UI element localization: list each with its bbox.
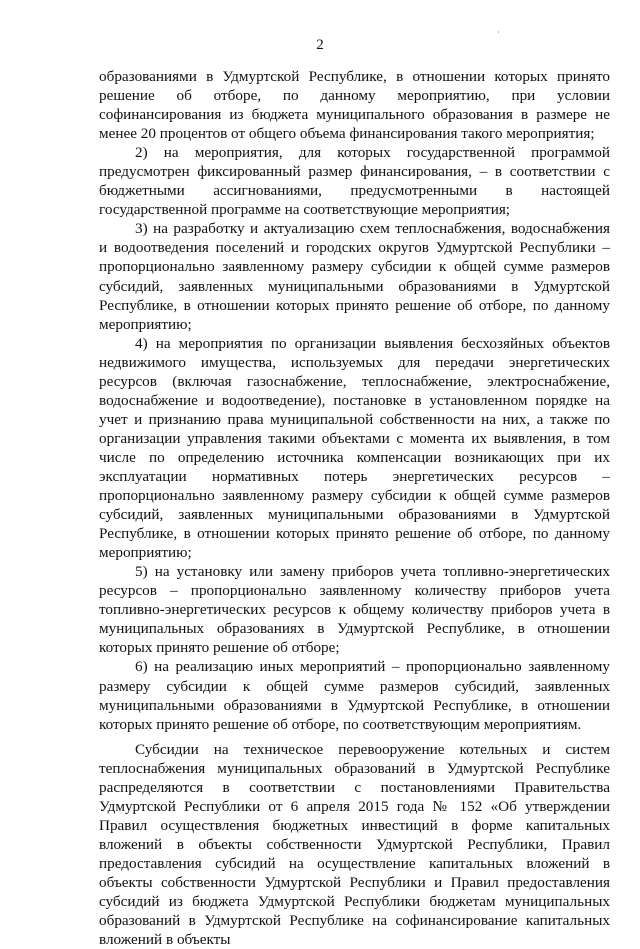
paragraph-continuation: образованиями в Удмуртской Республике, в отношении которых принято решение об отборе, по данному мероприятию, при условии софинансирования из бюджета муниципального образования в размере не менее 20 процентов от общего объема финансирования такого мероприятия; (99, 68, 610, 143)
paragraph-item-2: 2) на мероприятия, для которых государственной программой предусмотрен фиксированный размер финансирования, – в соответствии с бюджетными ассигнованиями, предусмотренными в настоящей государственной программе на соответствующие мероприятия; (99, 144, 610, 219)
paragraph-item-4: 4) на мероприятия по организации выявления бесхозяйных объектов недвижимого имущества, используемых для передачи энергетических ресурсов (включая газоснабжение, теплоснабжение, электроснабжение, водоснабжение и водоотведение), постановке в установленном порядке на учет и признанию права муниципальной собственности на них, а также по организации управления такими объектами с момента их выявления, в том числе по определению источника компенсации возникающих при их эксплуатации нормативных потерь энергетических ресурсов – пропорционально заявленному размеру субсидии к общей сумме размеров субсидий, заявленных муниципальными образованиями в Удмуртской Республике, в отношении которых принято решение об отборе, по данному мероприятию; (99, 334, 610, 562)
page-number: 2 (316, 37, 324, 53)
paragraph-subsidies: Субсидии на техническое перевооружение котельных и систем теплоснабжения муниципальных образований в Удмуртской Республике распределяются в соответствии с постановлениями Правительства Удмуртской Республики от 6 апреля 2015 года № 152 «Об утверждении Правил осуществления бюджетных инвестиций в форме капитальных вложений в объекты собственности Удмуртской Республики, Правил предоставления субсидий на осуществление капитальных вложений в объекты собственности Удмуртской Республики и Правил предоставления субсидий из бюджета Удмуртской Республики бюджетам муниципальных образований в Удмуртской Республике на софинансирование капитальных вложений в объекты (99, 740, 610, 949)
paragraph-item-5: 5) на установку или замену приборов учета топливно-энергетических ресурсов – пропорционально заявленному количеству приборов учета топливно-энергетических ресурсов к общему количеству приборов учета в муниципальных образованиях в Удмуртской Республике, в отношении которых принято решение об отборе; (99, 563, 610, 657)
document-body (99, 67, 610, 949)
scan-mark: ʿ (497, 30, 500, 40)
paragraph-item-3: 3) на разработку и актуализацию схем теплоснабжения, водоснабжения и водоотведения поселений и городских округов Удмуртской Республики – пропорционально заявленному размеру субсидии к общей сумме размеров субсидий, заявленных муниципальными образованиями в Удмуртской Республике, в отношении которых принято решение об отборе, по данному мероприятию; (99, 220, 610, 333)
paragraph-item-6: 6) на реализацию иных мероприятий – пропорционально заявленному размеру субсидии к общей сумме размеров субсидий, заявленных муниципальными образованиями в Удмуртской Республике, в отношении которых принято решение об отборе, по соответствующим мероприятиям. (99, 658, 610, 733)
